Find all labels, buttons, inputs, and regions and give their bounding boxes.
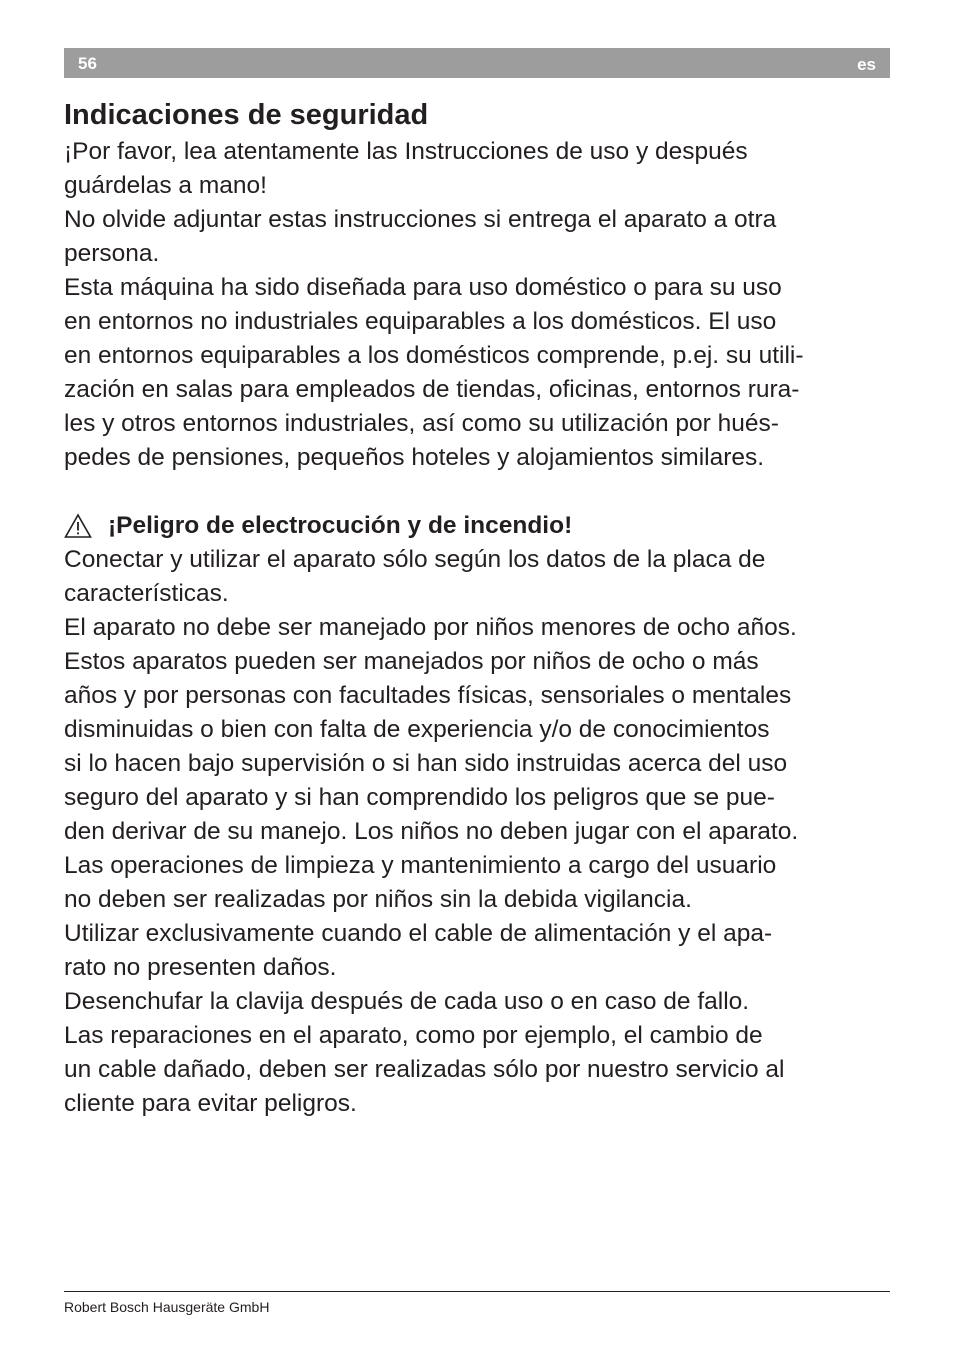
language-code: es (857, 55, 876, 74)
warning-title: ¡Peligro de electrocución y de incendio! (108, 512, 573, 539)
text-line: Desenchufar la clavija después de cada uso o en caso de fallo. (64, 988, 750, 1015)
text-line: zación en salas para empleados de tiendas, oficinas, entornos rura- (64, 376, 800, 403)
warning-triangle-icon (64, 513, 92, 539)
text-line: no deben ser realizadas por niños sin la debida vigilancia. (64, 886, 692, 913)
text-line: rato no presenten daños. (64, 954, 337, 981)
text-line: disminuidas o bien con falta de experiencia y/o de conocimientos (64, 716, 770, 743)
text-line: Las reparaciones en el aparato, como por ejemplo, el cambio de (64, 1022, 763, 1049)
text-line: Esta máquina ha sido diseñada para uso doméstico o para su uso (64, 274, 782, 301)
footer-divider (64, 1291, 890, 1292)
text-line: si lo hacen bajo supervisión o si han sido instruidas acerca del uso (64, 750, 788, 777)
text-line: años y por personas con facultades físicas, sensoriales o mentales (64, 682, 792, 709)
section-title: Indicaciones de seguridad (64, 99, 429, 131)
text-line: en entornos no industriales equiparables a los domésticos. El uso (64, 308, 777, 335)
main-content (64, 97, 894, 1121)
text-line: cliente para evitar peligros. (64, 1090, 357, 1117)
text-line: No olvide adjuntar estas instrucciones si entrega el aparato a otra (64, 206, 777, 233)
text-line: ¡Por favor, lea atentamente las Instrucciones de uso y después (64, 138, 748, 165)
text-line: seguro del aparato y si han comprendido los peligros que se pue- (64, 784, 775, 811)
text-line: características. (64, 580, 229, 607)
text-line: El aparato no debe ser manejado por niños menores de ocho años. (64, 614, 797, 641)
text-line: en entornos equiparables a los domésticos comprende, p.ej. su utili- (64, 342, 804, 369)
text-line: Conectar y utilizar el aparato sólo según los datos de la placa de (64, 546, 766, 573)
text-line: Estos aparatos pueden ser manejados por niños de ocho o más (64, 648, 759, 675)
text-line: Las operaciones de limpieza y mantenimiento a cargo del usuario (64, 852, 777, 879)
warning-heading (64, 509, 894, 543)
text-line: guárdelas a mano! (64, 172, 267, 199)
text-line: Utilizar exclusivamente cuando el cable de alimentación y el apa- (64, 920, 773, 947)
text-line: pedes de pensiones, pequeños hoteles y alojamientos similares. (64, 444, 765, 471)
page-number: 56 (78, 54, 97, 73)
page-header-bar (64, 48, 890, 78)
footer-company: Robert Bosch Hausgeräte GmbH (64, 1299, 270, 1315)
text-line: les y otros entornos industriales, así como su utilización por hués- (64, 410, 779, 437)
text-line: persona. (64, 240, 160, 267)
intro-text (64, 135, 894, 475)
warning-text (64, 543, 894, 1121)
text-line: den derivar de su manejo. Los niños no deben jugar con el aparato. (64, 818, 799, 845)
text-line: un cable dañado, deben ser realizadas sólo por nuestro servicio al (64, 1056, 785, 1083)
